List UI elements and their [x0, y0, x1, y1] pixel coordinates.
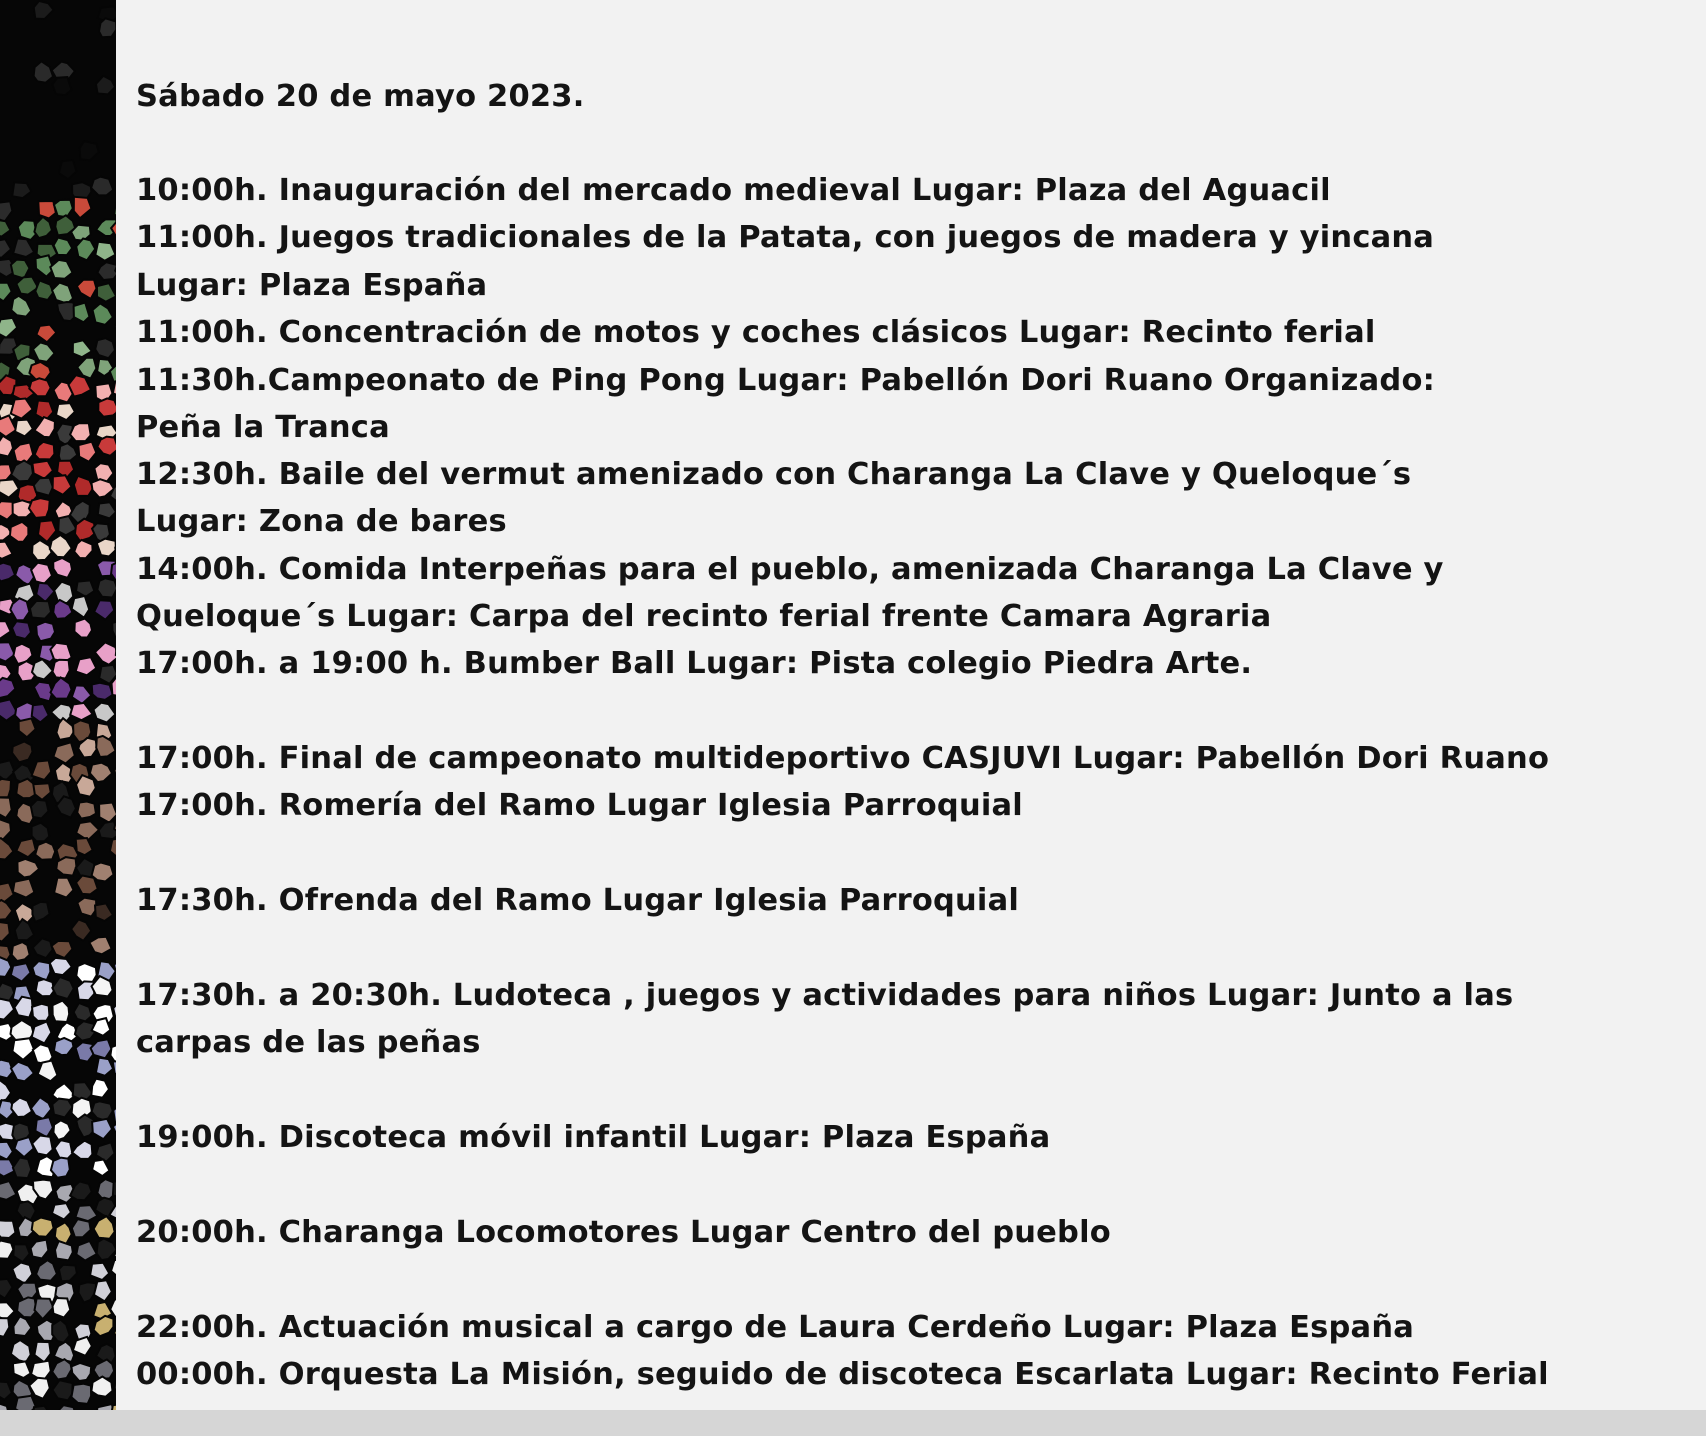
mosaic-tile — [11, 399, 33, 419]
mosaic-tile — [32, 760, 52, 780]
mosaic-tile — [52, 1203, 71, 1219]
mosaic-tile — [32, 540, 52, 560]
mosaic-tile — [72, 685, 92, 704]
schedule-line: 11:00h. Concentración de motos y coches clásicos Lugar: Recinto ferial — [136, 315, 1376, 350]
mosaic-tile — [0, 1080, 11, 1102]
schedule-line: 10:00h. Inauguración del mercado medieval Lugar: Plaza del Aguacil — [136, 173, 1331, 208]
mosaic-tile — [52, 1380, 72, 1400]
mosaic-tile — [91, 1377, 112, 1397]
mosaic-tile — [12, 942, 30, 961]
mosaic-tile — [53, 1001, 70, 1022]
mosaic-tile — [17, 1297, 36, 1317]
mosaic-tile — [92, 1119, 112, 1139]
mosaic-tile — [98, 398, 116, 416]
bottom-bar — [0, 1410, 1706, 1436]
mosaic-tile — [99, 821, 116, 839]
schedule-line: 17:00h. a 19:00 h. Bumber Ball Lugar: Pista colegio Piedra Arte. — [136, 646, 1253, 681]
mosaic-tile — [53, 742, 75, 763]
mosaic-tile — [53, 660, 70, 679]
mosaic-tile — [95, 338, 115, 358]
mosaic-tile — [11, 461, 33, 482]
mosaic-tile — [15, 564, 34, 585]
mosaic-tile — [115, 318, 116, 337]
schedule-line: 12:30h. Baile del vermut amenizado con Charanga La Clave y Queloque´s — [136, 457, 1412, 492]
mosaic-tile — [19, 718, 36, 737]
mosaic-tile — [92, 1101, 113, 1121]
mosaic-tile — [0, 699, 17, 720]
mosaic-tile — [115, 342, 116, 362]
mosaic-tile — [34, 1342, 50, 1363]
mosaic-tile — [36, 325, 56, 343]
mosaic-tile — [76, 239, 95, 261]
mosaic-tile — [95, 903, 113, 921]
mosaic-tile — [94, 600, 114, 619]
schedule-line: 11:30h.Campeonato de Ping Pong Lugar: Pabellón Dori Ruano Organizado: — [136, 363, 1435, 398]
mosaic-tile — [12, 742, 32, 763]
mosaic-tile — [52, 1320, 69, 1343]
mosaic-tile — [17, 859, 39, 878]
mosaic-tile — [76, 775, 96, 797]
mosaic-tile — [97, 437, 116, 456]
schedule-content — [136, 0, 1676, 1410]
mosaic-tile — [78, 442, 96, 462]
mosaic-tile — [13, 1158, 31, 1179]
mosaic-tile — [29, 498, 50, 518]
mosaic-tile — [50, 260, 72, 279]
mosaic-tile — [52, 977, 74, 999]
mosaic-tile — [0, 760, 15, 781]
mosaic-tile — [36, 1260, 57, 1281]
mosaic-tile — [34, 417, 55, 437]
mosaic-tile — [0, 779, 11, 797]
mosaic-tile — [13, 1244, 29, 1262]
mosaic-tile — [71, 1384, 91, 1404]
mosaic-tile — [11, 1340, 31, 1362]
mosaic-tile — [0, 1279, 13, 1299]
mosaic-tile — [12, 1263, 32, 1284]
mosaic-tile — [76, 1241, 97, 1261]
schedule-line: Lugar: Zona de bares — [136, 504, 507, 539]
mosaic-tile — [53, 475, 72, 495]
mosaic-tile — [12, 1038, 34, 1060]
mosaic-tile — [0, 957, 11, 977]
mosaic-tile — [56, 403, 75, 420]
mosaic-tile — [32, 1021, 52, 1043]
mosaic-tile — [97, 578, 116, 597]
schedule-line: 20:00h. Charanga Locomotores Lugar Centro del pueblo — [136, 1215, 1111, 1250]
mosaic-tile — [76, 838, 93, 855]
schedule-line: 14:00h. Comida Interpeñas para el pueblo, amenizada Charanga La Clave y — [136, 552, 1444, 587]
schedule-line: 17:00h. Final de campeonato multideportivo CASJUVI Lugar: Pabellón Dori Ruano — [136, 741, 1550, 776]
mosaic-tile — [50, 535, 72, 557]
mosaic-tile — [52, 1099, 72, 1118]
mosaic-tile — [0, 479, 19, 497]
mosaic-tile — [0, 283, 12, 302]
mosaic-tile — [112, 620, 116, 639]
mosaic-tile — [74, 619, 92, 638]
mosaic-tile — [74, 476, 93, 496]
mosaic-tile — [90, 1263, 109, 1280]
mosaic-tile — [0, 621, 11, 639]
mosaic-tile — [114, 1376, 116, 1395]
mosaic-tile — [0, 201, 12, 221]
mosaic-tile — [0, 220, 11, 237]
mosaic-tile — [32, 461, 53, 479]
mosaic-tile — [51, 1158, 70, 1178]
mosaic-tile — [31, 563, 52, 584]
mosaic-tile — [56, 857, 76, 876]
mosaic-tile — [111, 1259, 116, 1278]
mosaic-tile — [13, 879, 35, 898]
mosaic-tile — [73, 1337, 92, 1356]
mosaic-tile — [96, 1058, 113, 1076]
mosaic-tile — [35, 442, 55, 460]
mosaic-tile — [35, 1298, 54, 1319]
mosaic-tile — [36, 622, 55, 641]
mosaic-tile — [116, 722, 117, 742]
mosaic-tile — [35, 1117, 53, 1137]
mosaic-tile — [11, 1098, 32, 1117]
mosaic-tile — [35, 842, 55, 860]
mosaic-tile — [94, 1280, 112, 1301]
mosaic-tile — [0, 642, 15, 661]
mosaic-tile — [31, 1097, 51, 1119]
mosaic-decoration — [0, 0, 116, 1410]
mosaic-tile — [14, 1137, 33, 1157]
mosaic-tile — [70, 703, 92, 720]
mosaic-tile — [13, 644, 32, 664]
mosaic-tile — [72, 596, 90, 618]
mosaic-tile — [36, 583, 54, 602]
mosaic-tile — [15, 420, 33, 437]
mosaic-tile — [74, 1003, 92, 1022]
mosaic-tile — [91, 177, 113, 196]
mosaic-tile — [0, 922, 10, 942]
mosaic-tile — [80, 141, 99, 160]
mosaic-tile — [34, 61, 54, 82]
schedule-line: carpas de las peñas — [136, 1025, 481, 1060]
mosaic-tile — [97, 262, 116, 280]
mosaic-image — [0, 0, 116, 1410]
mosaic-tile — [32, 1218, 54, 1237]
mosaic-tile — [71, 1363, 91, 1381]
schedule-line: 17:30h. a 20:30h. Ludoteca , juegos y actividades para niños Lugar: Junto a las — [136, 978, 1514, 1013]
schedule-line: 19:00h. Discoteca móvil infantil Lugar: Plaza España — [136, 1120, 1051, 1155]
mosaic-tile — [32, 1004, 49, 1021]
mosaic-tile — [15, 1396, 36, 1410]
mosaic-tile — [52, 283, 73, 304]
mosaic-tile — [76, 580, 94, 596]
mosaic-tile — [0, 797, 12, 818]
mosaic-tile — [76, 657, 97, 675]
mosaic-tile — [33, 342, 55, 361]
mosaic-tile — [96, 76, 115, 95]
mosaic-tile — [77, 802, 96, 819]
mosaic-tile — [114, 764, 116, 780]
mosaic-tile — [54, 582, 73, 603]
mosaic-tile — [52, 77, 71, 95]
mosaic-tile — [12, 621, 31, 639]
mosaic-tile — [32, 823, 50, 842]
mosaic-tile — [79, 1282, 97, 1302]
mosaic-tile — [53, 558, 72, 578]
schedule-line: Queloque´s Lugar: Carpa del recinto ferial frente Camara Agraria — [136, 599, 1272, 634]
mosaic-tile — [95, 642, 116, 665]
mosaic-tile — [0, 542, 13, 559]
mosaic-tile — [74, 303, 90, 323]
mosaic-tile — [113, 1104, 116, 1124]
mosaic-tile — [55, 1222, 72, 1244]
mosaic-tile — [74, 540, 92, 558]
mosaic-tile — [52, 941, 73, 958]
mosaic-tile — [97, 283, 116, 302]
mosaic-tile — [93, 303, 113, 324]
mosaic-tile — [97, 539, 116, 557]
mosaic-tile — [54, 200, 73, 218]
mosaic-tile — [13, 239, 34, 258]
mosaic-tile — [77, 981, 94, 1000]
mosaic-tile — [59, 1265, 77, 1281]
mosaic-tile — [0, 678, 15, 698]
mosaic-tile — [113, 1181, 116, 1199]
schedule-line: 11:00h. Juegos tradicionales de la Patata, con juegos de madera y yincana — [136, 220, 1435, 255]
mosaic-tile — [35, 281, 53, 301]
mosaic-tile — [0, 1220, 16, 1238]
mosaic-tile — [0, 563, 15, 582]
mosaic-tile — [94, 1216, 115, 1239]
mosaic-tile — [0, 318, 17, 338]
mosaic-tile — [93, 703, 115, 723]
mosaic-tile — [73, 340, 92, 357]
mosaic-tile — [32, 902, 49, 922]
mosaic-tile — [74, 197, 92, 219]
mosaic-tile — [77, 898, 96, 917]
mosaic-tile — [59, 160, 77, 179]
mosaic-tile — [34, 478, 53, 496]
mosaic-tile — [99, 803, 116, 823]
mosaic-tile — [38, 201, 56, 219]
mosaic-tile — [34, 1, 54, 19]
mosaic-tile — [96, 1142, 115, 1161]
mosaic-tile — [77, 280, 97, 299]
mosaic-tile — [30, 601, 51, 619]
mosaic-tile — [99, 18, 116, 37]
mosaic-tile — [92, 683, 113, 700]
mosaic-tile — [56, 718, 74, 740]
mosaic-tile — [54, 238, 73, 256]
mosaic-tile — [13, 1316, 31, 1336]
mosaic-tile — [31, 800, 49, 819]
mosaic-tile — [0, 1318, 9, 1337]
mosaic-tile — [11, 1062, 34, 1082]
mosaic-tile — [0, 1381, 12, 1399]
schedule-line: 17:30h. Ofrenda del Ramo Lugar Iglesia Parroquial — [136, 883, 1020, 918]
mosaic-tile — [38, 1061, 58, 1082]
mosaic-tile — [115, 600, 116, 620]
mosaic-tile — [13, 1361, 31, 1378]
mosaic-tile — [53, 1120, 70, 1140]
mosaic-tile — [33, 938, 53, 958]
mosaic-tile — [0, 239, 11, 258]
mosaic-tile — [54, 1038, 74, 1055]
schedule-line: 17:00h. Romería del Ramo Lugar Iglesia Parroquial — [136, 788, 1023, 823]
mosaic-tile — [53, 600, 72, 619]
mosaic-tile — [33, 783, 51, 800]
mosaic-tile — [0, 1403, 10, 1410]
mosaic-tile — [50, 958, 72, 975]
mosaic-tile — [12, 182, 31, 198]
schedule-line: Peña la Tranca — [136, 410, 390, 445]
mosaic-tile — [31, 1240, 49, 1259]
schedule-line: 22:00h. Actuación musical a cargo de Laura Cerdeño Lugar: Plaza España — [136, 1310, 1415, 1345]
mosaic-tile — [34, 682, 53, 702]
mosaic-tile — [98, 502, 116, 518]
mosaic-tile — [72, 1219, 91, 1237]
mosaic-tile — [16, 838, 36, 857]
mosaic-tile — [0, 1240, 13, 1258]
mosaic-tile — [10, 522, 29, 542]
mosaic-tile — [11, 963, 31, 981]
schedule-line: Lugar: Plaza España — [136, 268, 488, 303]
mosaic-tile — [110, 838, 116, 857]
mosaic-tile — [0, 1142, 13, 1160]
mosaic-tile — [89, 937, 111, 955]
mosaic-tile — [94, 1316, 114, 1336]
mosaic-tile — [15, 919, 34, 940]
mosaic-tile — [52, 1359, 71, 1379]
mosaic-tile — [70, 1181, 92, 1200]
mosaic-tile — [32, 1136, 53, 1156]
mosaic-tile — [11, 296, 31, 317]
mosaic-tile — [76, 876, 98, 895]
mosaic-tile — [91, 1079, 109, 1098]
mosaic-tile — [0, 900, 12, 920]
mosaic-tile — [113, 1061, 116, 1080]
mosaic-tile — [72, 1141, 92, 1159]
schedule-line: 00:00h. Orquesta La Misión, seguido de discoteca Escarlata Lugar: Recinto Ferial — [136, 1357, 1549, 1392]
mosaic-tile — [32, 704, 49, 722]
mosaic-tile — [96, 736, 115, 757]
mosaic-tile — [0, 838, 13, 859]
mosaic-tile — [55, 1241, 73, 1260]
mosaic-tile — [54, 878, 73, 898]
mosaic-tile — [34, 217, 52, 238]
mosaic-tile — [91, 1039, 112, 1058]
mosaic-tile — [11, 260, 30, 279]
mosaic-tile — [51, 677, 72, 698]
mosaic-tile — [71, 919, 91, 940]
mosaic-tile — [53, 1298, 71, 1318]
mosaic-tile — [0, 436, 13, 457]
mosaic-tile — [32, 961, 50, 981]
mosaic-tile — [0, 999, 14, 1020]
mosaic-tile — [70, 423, 91, 441]
mosaic-tile — [0, 819, 11, 840]
date-heading: Sábado 20 de mayo 2023. — [136, 79, 585, 114]
mosaic-tile — [95, 242, 115, 261]
mosaic-tile — [114, 1219, 116, 1237]
mosaic-tile — [0, 1181, 16, 1200]
